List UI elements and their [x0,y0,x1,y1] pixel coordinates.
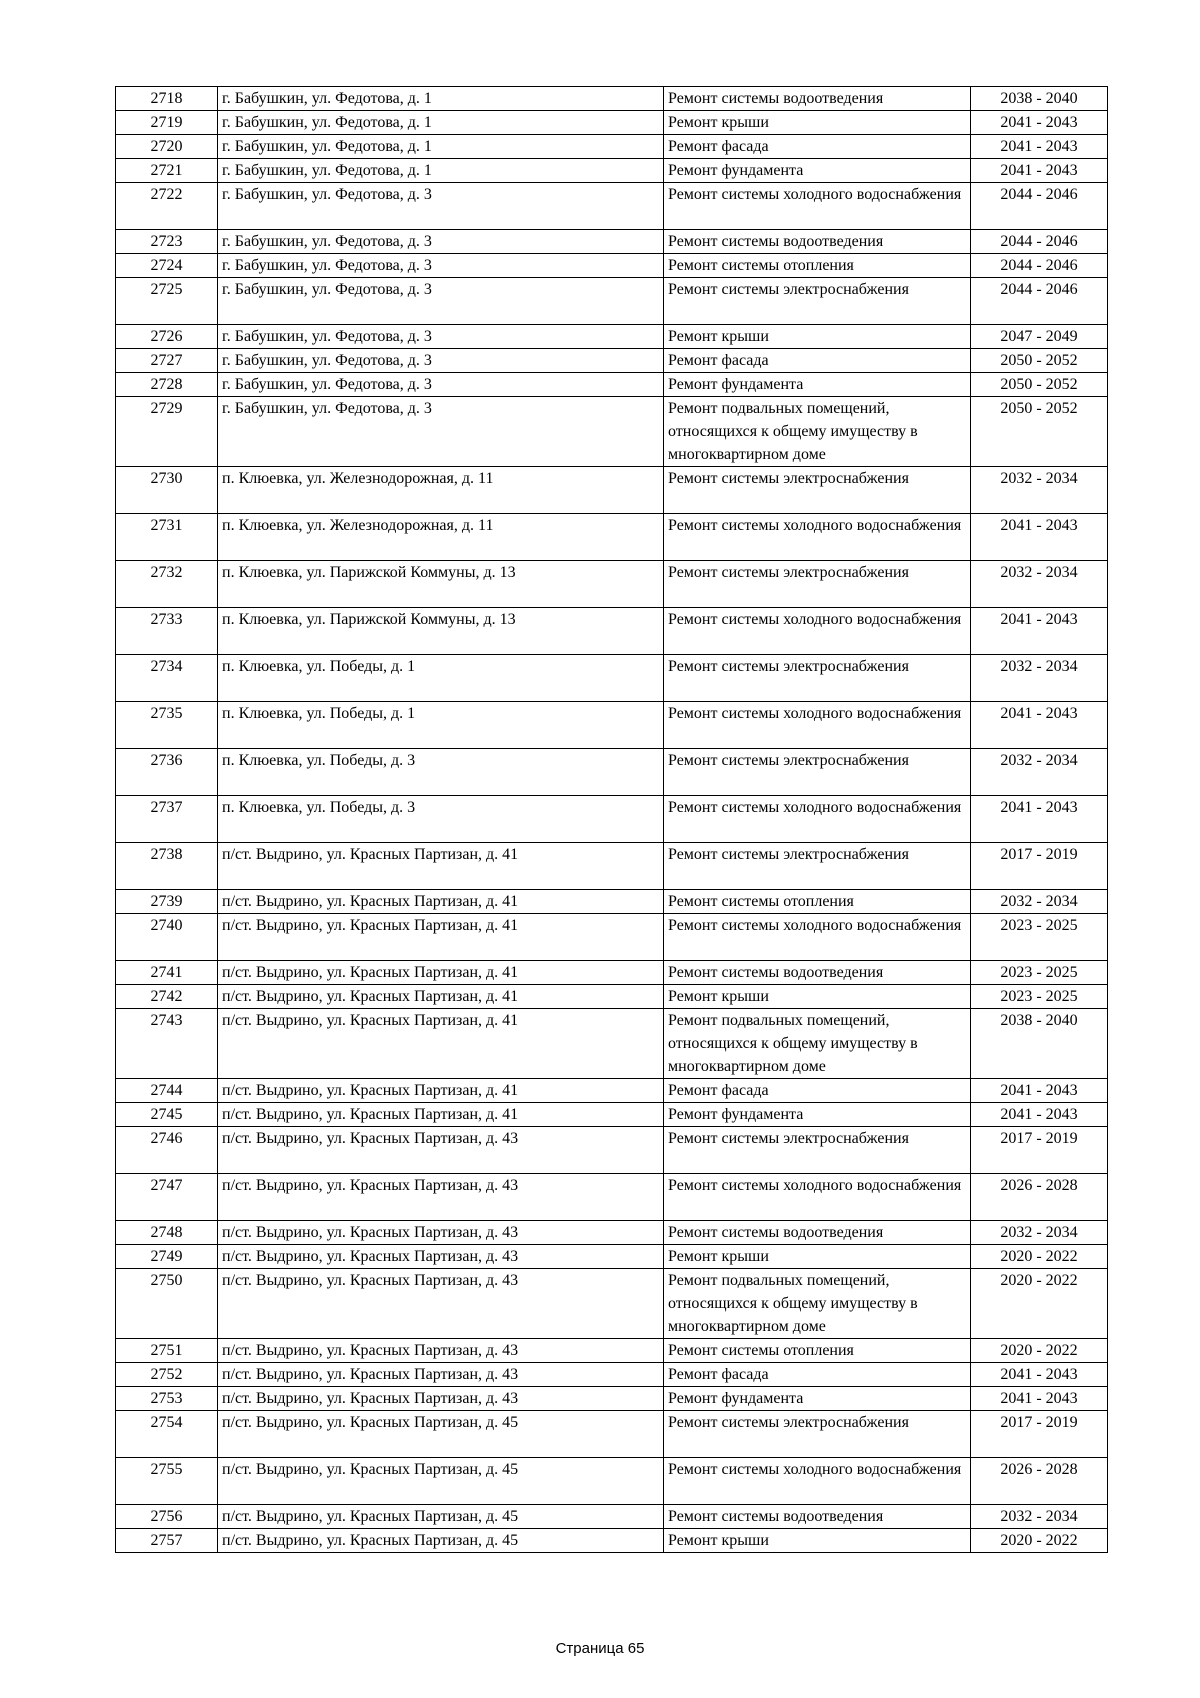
years-cell: 2026 - 2028 [971,1458,1108,1505]
work-type-cell: Ремонт системы отопления [664,1339,971,1363]
table-row [116,1505,1108,1529]
work-type-cell: Ремонт системы электроснабжения [664,1127,971,1174]
address-cell: п/ст. Выдрино, ул. Красных Партизан, д. 43 [218,1387,664,1411]
work-type-cell: Ремонт системы электроснабжения [664,655,971,702]
row-number-cell: 2732 [116,561,218,608]
years-cell: 2050 - 2052 [971,349,1108,373]
row-number-cell: 2735 [116,702,218,749]
table-row [116,890,1108,914]
address-cell: г. Бабушкин, ул. Федотова, д. 3 [218,397,664,467]
row-number-cell: 2725 [116,278,218,325]
work-type-cell: Ремонт системы отопления [664,890,971,914]
row-number-cell: 2753 [116,1387,218,1411]
years-cell: 2023 - 2025 [971,985,1108,1009]
years-cell: 2023 - 2025 [971,914,1108,961]
table-row [116,183,1108,230]
table-row [116,373,1108,397]
row-number-cell: 2737 [116,796,218,843]
work-type-cell: Ремонт крыши [664,985,971,1009]
work-type-cell: Ремонт фасада [664,1079,971,1103]
row-number-cell: 2727 [116,349,218,373]
work-type-cell: Ремонт системы водоотведения [664,87,971,111]
row-number-cell: 2729 [116,397,218,467]
address-cell: п. Клюевка, ул. Парижской Коммуны, д. 13 [218,561,664,608]
row-number-cell: 2720 [116,135,218,159]
row-number-cell: 2730 [116,467,218,514]
table-row [116,608,1108,655]
table-row [116,1529,1108,1553]
address-cell: г. Бабушкин, ул. Федотова, д. 3 [218,278,664,325]
table-row [116,1339,1108,1363]
address-cell: г. Бабушкин, ул. Федотова, д. 3 [218,373,664,397]
years-cell: 2041 - 2043 [971,514,1108,561]
table-row [116,1079,1108,1103]
address-cell: п/ст. Выдрино, ул. Красных Партизан, д. 41 [218,1009,664,1079]
years-cell: 2041 - 2043 [971,111,1108,135]
table-row [116,749,1108,796]
table-row [116,467,1108,514]
address-cell: п. Клюевка, ул. Победы, д. 1 [218,655,664,702]
years-cell: 2026 - 2028 [971,1174,1108,1221]
address-cell: п/ст. Выдрино, ул. Красных Партизан, д. 43 [218,1245,664,1269]
row-number-cell: 2748 [116,1221,218,1245]
work-type-cell: Ремонт подвальных помещений, относящихся к общему имуществу в многоквартирном доме [664,1269,971,1339]
years-cell: 2044 - 2046 [971,183,1108,230]
row-number-cell: 2742 [116,985,218,1009]
address-cell: г. Бабушкин, ул. Федотова, д. 1 [218,135,664,159]
row-number-cell: 2733 [116,608,218,655]
address-cell: п. Клюевка, ул. Парижской Коммуны, д. 13 [218,608,664,655]
address-cell: г. Бабушкин, ул. Федотова, д. 3 [218,230,664,254]
table-row [116,1221,1108,1245]
address-cell: п/ст. Выдрино, ул. Красных Партизан, д. 43 [218,1174,664,1221]
work-type-cell: Ремонт фасада [664,135,971,159]
address-cell: г. Бабушкин, ул. Федотова, д. 3 [218,254,664,278]
table-row [116,1127,1108,1174]
row-number-cell: 2743 [116,1009,218,1079]
work-type-cell: Ремонт системы электроснабжения [664,1411,971,1458]
row-number-cell: 2738 [116,843,218,890]
address-cell: п/ст. Выдрино, ул. Красных Партизан, д. 45 [218,1458,664,1505]
work-type-cell: Ремонт системы водоотведения [664,961,971,985]
row-number-cell: 2718 [116,87,218,111]
years-cell: 2044 - 2046 [971,254,1108,278]
work-type-cell: Ремонт подвальных помещений, относящихся к общему имуществу в многоквартирном доме [664,1009,971,1079]
work-type-cell: Ремонт крыши [664,1529,971,1553]
row-number-cell: 2741 [116,961,218,985]
years-cell: 2020 - 2022 [971,1339,1108,1363]
work-type-cell: Ремонт системы холодного водоснабжения [664,796,971,843]
years-cell: 2023 - 2025 [971,961,1108,985]
work-type-cell: Ремонт фундамента [664,1387,971,1411]
address-cell: п/ст. Выдрино, ул. Красных Партизан, д. 41 [218,961,664,985]
address-cell: п. Клюевка, ул. Победы, д. 3 [218,749,664,796]
years-cell: 2020 - 2022 [971,1269,1108,1339]
work-type-cell: Ремонт фундамента [664,159,971,183]
table-row [116,1245,1108,1269]
address-cell: п. Клюевка, ул. Победы, д. 1 [218,702,664,749]
table-row [116,111,1108,135]
address-cell: г. Бабушкин, ул. Федотова, д. 1 [218,159,664,183]
table-body [116,87,1108,1553]
years-cell: 2032 - 2034 [971,749,1108,796]
work-type-cell: Ремонт системы водоотведения [664,1505,971,1529]
years-cell: 2032 - 2034 [971,561,1108,608]
years-cell: 2032 - 2034 [971,655,1108,702]
address-cell: г. Бабушкин, ул. Федотова, д. 1 [218,111,664,135]
work-type-cell: Ремонт системы холодного водоснабжения [664,608,971,655]
table-row [116,1103,1108,1127]
address-cell: п/ст. Выдрино, ул. Красных Партизан, д. 41 [218,890,664,914]
address-cell: п/ст. Выдрино, ул. Красных Партизан, д. 41 [218,1103,664,1127]
years-cell: 2017 - 2019 [971,1411,1108,1458]
work-type-cell: Ремонт крыши [664,1245,971,1269]
page-footer [0,1640,1200,1657]
work-type-cell: Ремонт системы электроснабжения [664,749,971,796]
years-cell: 2041 - 2043 [971,1363,1108,1387]
work-type-cell: Ремонт крыши [664,111,971,135]
years-cell: 2032 - 2034 [971,1221,1108,1245]
years-cell: 2041 - 2043 [971,1387,1108,1411]
address-cell: п/ст. Выдрино, ул. Красных Партизан, д. 43 [218,1363,664,1387]
years-cell: 2020 - 2022 [971,1529,1108,1553]
row-number-cell: 2757 [116,1529,218,1553]
years-cell: 2047 - 2049 [971,325,1108,349]
work-type-cell: Ремонт крыши [664,325,971,349]
work-type-cell: Ремонт системы холодного водоснабжения [664,702,971,749]
row-number-cell: 2751 [116,1339,218,1363]
row-number-cell: 2746 [116,1127,218,1174]
work-type-cell: Ремонт системы холодного водоснабжения [664,183,971,230]
table-row [116,325,1108,349]
work-type-cell: Ремонт системы электроснабжения [664,561,971,608]
work-type-cell: Ремонт системы электроснабжения [664,278,971,325]
row-number-cell: 2745 [116,1103,218,1127]
years-cell: 2050 - 2052 [971,373,1108,397]
row-number-cell: 2752 [116,1363,218,1387]
years-cell: 2041 - 2043 [971,608,1108,655]
address-cell: г. Бабушкин, ул. Федотова, д. 3 [218,325,664,349]
work-type-cell: Ремонт подвальных помещений, относящихся к общему имуществу в многоквартирном доме [664,397,971,467]
row-number-cell: 2722 [116,183,218,230]
years-cell: 2032 - 2034 [971,1505,1108,1529]
table-row [116,514,1108,561]
row-number-cell: 2736 [116,749,218,796]
table-row [116,87,1108,111]
address-cell: п. Клюевка, ул. Железнодорожная, д. 11 [218,467,664,514]
work-type-cell: Ремонт системы водоотведения [664,1221,971,1245]
address-cell: п/ст. Выдрино, ул. Красных Партизан, д. 45 [218,1529,664,1553]
row-number-cell: 2755 [116,1458,218,1505]
years-cell: 2041 - 2043 [971,796,1108,843]
years-cell: 2038 - 2040 [971,87,1108,111]
row-number-cell: 2721 [116,159,218,183]
table-row [116,1174,1108,1221]
work-type-cell: Ремонт системы холодного водоснабжения [664,1458,971,1505]
years-cell: 2041 - 2043 [971,1103,1108,1127]
work-type-cell: Ремонт фундамента [664,1103,971,1127]
address-cell: п/ст. Выдрино, ул. Красных Партизан, д. 45 [218,1505,664,1529]
table-row [116,1363,1108,1387]
years-cell: 2041 - 2043 [971,159,1108,183]
years-cell: 2041 - 2043 [971,135,1108,159]
address-cell: п/ст. Выдрино, ул. Красных Партизан, д. 41 [218,843,664,890]
address-cell: п/ст. Выдрино, ул. Красных Партизан, д. 41 [218,1079,664,1103]
address-cell: п. Клюевка, ул. Победы, д. 3 [218,796,664,843]
years-cell: 2050 - 2052 [971,397,1108,467]
work-type-cell: Ремонт системы холодного водоснабжения [664,514,971,561]
table-row [116,230,1108,254]
address-cell: п. Клюевка, ул. Железнодорожная, д. 11 [218,514,664,561]
table-row [116,278,1108,325]
work-type-cell: Ремонт фасада [664,349,971,373]
years-cell: 2017 - 2019 [971,1127,1108,1174]
address-cell: п/ст. Выдрино, ул. Красных Партизан, д. 41 [218,985,664,1009]
table-row [116,1009,1108,1079]
row-number-cell: 2740 [116,914,218,961]
work-type-cell: Ремонт системы холодного водоснабжения [664,914,971,961]
years-cell: 2044 - 2046 [971,278,1108,325]
table-row [116,561,1108,608]
work-type-cell: Ремонт системы холодного водоснабжения [664,1174,971,1221]
table-row [116,349,1108,373]
work-type-cell: Ремонт фасада [664,1363,971,1387]
table-row [116,702,1108,749]
table-row [116,1269,1108,1339]
table-row [116,159,1108,183]
row-number-cell: 2728 [116,373,218,397]
years-cell: 2038 - 2040 [971,1009,1108,1079]
table-row [116,961,1108,985]
row-number-cell: 2731 [116,514,218,561]
work-type-cell: Ремонт системы водоотведения [664,230,971,254]
row-number-cell: 2750 [116,1269,218,1339]
table-row [116,1458,1108,1505]
row-number-cell: 2723 [116,230,218,254]
table-row [116,914,1108,961]
years-cell: 2017 - 2019 [971,843,1108,890]
address-cell: г. Бабушкин, ул. Федотова, д. 3 [218,349,664,373]
table-row [116,655,1108,702]
row-number-cell: 2734 [116,655,218,702]
years-cell: 2032 - 2034 [971,467,1108,514]
address-cell: п/ст. Выдрино, ул. Красных Партизан, д. 45 [218,1411,664,1458]
work-type-cell: Ремонт системы отопления [664,254,971,278]
address-cell: п/ст. Выдрино, ул. Красных Партизан, д. 43 [218,1339,664,1363]
address-cell: г. Бабушкин, ул. Федотова, д. 3 [218,183,664,230]
table-row [116,843,1108,890]
work-type-cell: Ремонт фундамента [664,373,971,397]
row-number-cell: 2739 [116,890,218,914]
row-number-cell: 2726 [116,325,218,349]
address-cell: п/ст. Выдрино, ул. Красных Партизан, д. 43 [218,1269,664,1339]
row-number-cell: 2747 [116,1174,218,1221]
row-number-cell: 2744 [116,1079,218,1103]
table-row [116,1387,1108,1411]
address-cell: п/ст. Выдрино, ул. Красных Партизан, д. 41 [218,914,664,961]
work-type-cell: Ремонт системы электроснабжения [664,467,971,514]
years-cell: 2041 - 2043 [971,1079,1108,1103]
row-number-cell: 2749 [116,1245,218,1269]
row-number-cell: 2756 [116,1505,218,1529]
address-cell: г. Бабушкин, ул. Федотова, д. 1 [218,87,664,111]
table-row [116,985,1108,1009]
address-cell: п/ст. Выдрино, ул. Красных Партизан, д. 43 [218,1221,664,1245]
years-cell: 2041 - 2043 [971,702,1108,749]
table-row [116,796,1108,843]
row-number-cell: 2719 [116,111,218,135]
row-number-cell: 2754 [116,1411,218,1458]
work-type-cell: Ремонт системы электроснабжения [664,843,971,890]
table-row [116,135,1108,159]
address-cell: п/ст. Выдрино, ул. Красных Партизан, д. 43 [218,1127,664,1174]
table-row [116,397,1108,467]
table-row [116,254,1108,278]
row-number-cell: 2724 [116,254,218,278]
years-cell: 2020 - 2022 [971,1245,1108,1269]
years-cell: 2032 - 2034 [971,890,1108,914]
page-number: Страница 65 [555,1640,645,1657]
years-cell: 2044 - 2046 [971,230,1108,254]
repair-schedule-table [115,86,1108,1553]
table-row [116,1411,1108,1458]
